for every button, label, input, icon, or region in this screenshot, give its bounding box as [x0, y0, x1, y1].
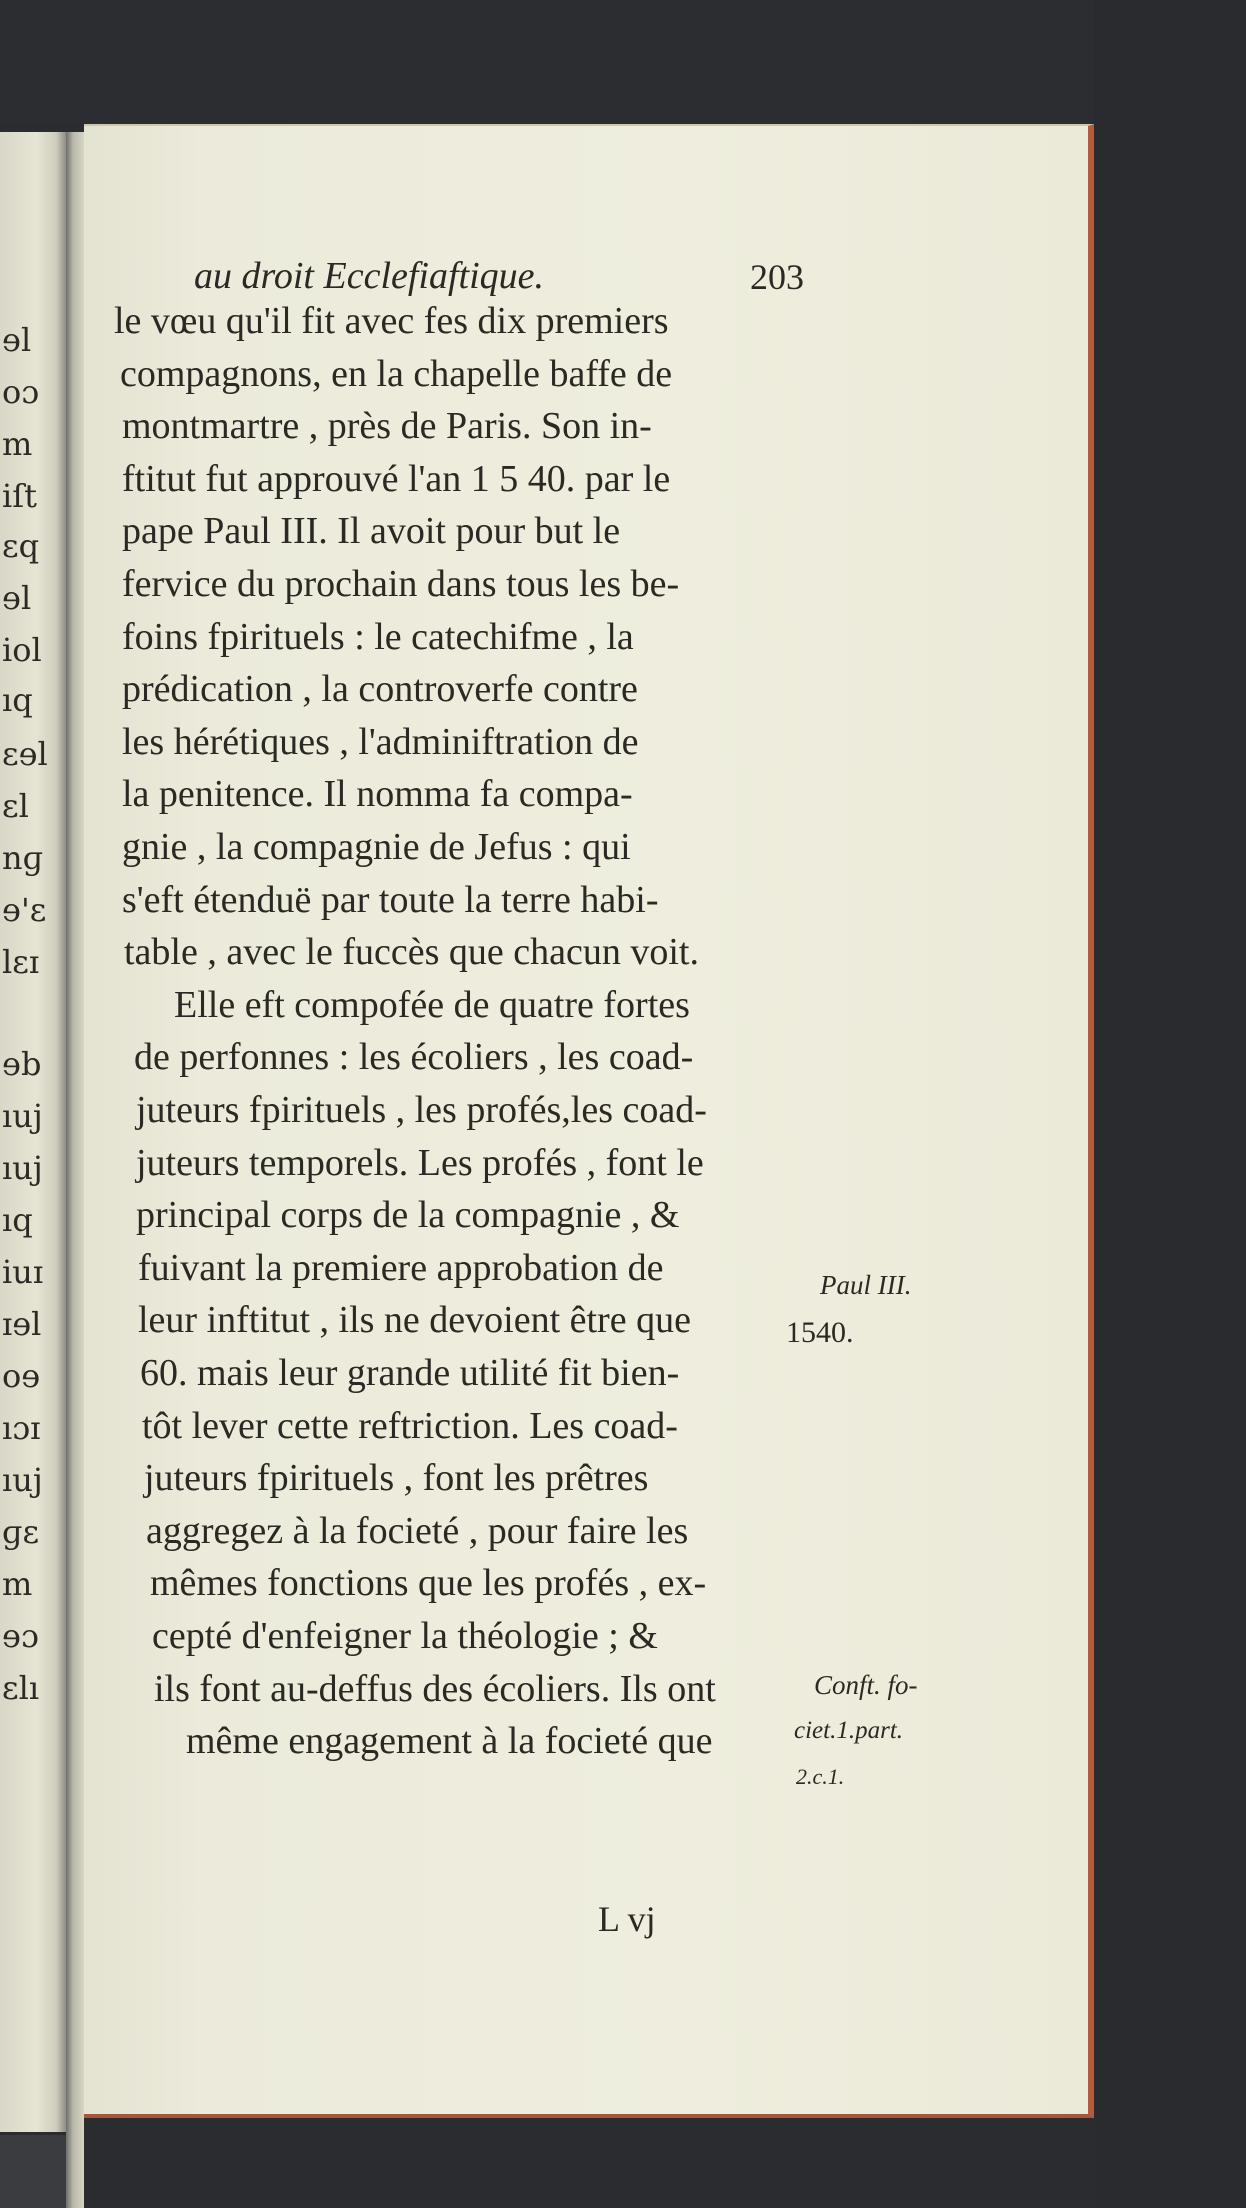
- text-line: cepté d'enfeigner la théologie ; &: [152, 1615, 658, 1657]
- text-line: la penitence. Il nomma fa compa-: [122, 773, 633, 815]
- left-page-fragment: ıuj: [2, 1097, 43, 1135]
- text-line: ftitut fut approuvé l'an 1 5 40. par le: [122, 458, 671, 500]
- text-line: pape Paul III. Il avoit pour but le: [122, 510, 621, 552]
- left-page-fragment: ıɔɪ: [2, 1409, 41, 1447]
- text-line: prédication , la controverfe contre: [122, 668, 638, 710]
- text-line: mêmes fonctions que les profés , ex-: [150, 1562, 707, 1604]
- left-page-fragment: nɡ: [2, 839, 44, 877]
- dark-background-right: [1094, 0, 1246, 2208]
- margin-note-const-line2: ciet.1.part.: [794, 1717, 904, 1744]
- left-page-fragment: oɔ: [2, 373, 40, 411]
- text-line: le vœu qu'il fit avec fes dix premiers: [114, 300, 669, 342]
- text-line: leur inftitut , ils ne devoient être que: [138, 1299, 691, 1341]
- signature-mark: L vj: [598, 1899, 656, 1939]
- text-line: principal corps de la compagnie , &: [136, 1194, 680, 1236]
- left-page-fragment: ɡɛ: [2, 1513, 40, 1551]
- text-line: fuivant la premiere approbation de: [138, 1247, 664, 1289]
- text-line: fervice du prochain dans tous les be-: [122, 563, 680, 605]
- text-line: les hérétiques , l'adminiftration de: [122, 721, 639, 763]
- text-line: gnie , la compagnie de Jefus : qui: [122, 826, 631, 868]
- text-line: aggregez à la focieté , pour faire les: [146, 1510, 689, 1552]
- left-page-fragment: lɛɪ: [2, 943, 40, 981]
- left-page-fragment: ıq: [2, 681, 33, 719]
- left-page-fragment: m: [2, 425, 33, 463]
- text-line: s'eft étenduë par toute la terre habi-: [122, 879, 659, 921]
- dark-background-top: [0, 0, 1246, 124]
- text-line: tôt lever cette reftriction. Les coad-: [142, 1405, 678, 1447]
- text-line: compagnons, en la chapelle baffe de: [120, 353, 673, 395]
- left-page-fragment: oɘ: [2, 1357, 41, 1395]
- left-page-fragment: ıuj: [2, 1461, 43, 1499]
- text-line: Elle eft compofée de quatre fortes: [174, 984, 690, 1026]
- running-title: au droit Ecclefiaftique.: [194, 255, 545, 297]
- left-page-fragment: iſt: [2, 477, 37, 515]
- running-head: [194, 254, 844, 304]
- text-line: table , avec le fuccès que chacun voit.: [124, 931, 699, 973]
- text-line: juteurs fpirituels , font les prêtres: [144, 1457, 649, 1499]
- margin-note-year: 1540.: [786, 1316, 854, 1349]
- left-page-fragment: ɘl: [2, 579, 32, 617]
- page-number: 203: [750, 257, 804, 297]
- left-page-fragment: ɛɘl: [2, 735, 48, 773]
- text-line: de perfonnes : les écoliers , les coad-: [134, 1036, 694, 1078]
- left-page-fragment: ɛl: [2, 787, 29, 825]
- left-page-fragment: iuɪ: [2, 1253, 44, 1291]
- text-line: juteurs temporels. Les profés , font le: [136, 1142, 704, 1184]
- text-line: 60. mais leur grande utilité fit bien-: [140, 1352, 680, 1394]
- left-page-edge: [0, 2135, 66, 2208]
- book-gutter: [66, 132, 84, 2208]
- left-page-fragment: m: [2, 1565, 33, 1603]
- left-page-fragment: ɛlı: [2, 1669, 40, 1707]
- text-line: juteurs fpirituels , les profés,les coad-: [136, 1089, 707, 1131]
- left-page-fragment: ɘɔ: [2, 1617, 39, 1655]
- margin-note-const-line1: Conft. fo-: [814, 1670, 918, 1700]
- left-page-fragment: ɘb: [2, 1045, 42, 1083]
- text-line: foins fpirituels : le catechifme , la: [122, 616, 634, 658]
- left-page-fragment: iol: [2, 631, 42, 669]
- text-line: ils font au-deffus des écoliers. Ils ont: [154, 1668, 716, 1710]
- left-page-fragment: ıuj: [2, 1149, 43, 1187]
- text-line: même engagement à la focieté que: [186, 1720, 713, 1762]
- left-page-fragment: ɛq: [2, 527, 40, 565]
- margin-note-const-line3: 2.c.1.: [796, 1764, 845, 1789]
- book-page: [84, 124, 1094, 2118]
- left-page-fragment: ıq: [2, 1201, 33, 1239]
- left-page-fragment: ɘ'ɛ: [2, 891, 47, 929]
- left-page-fragment: ɪɘl: [2, 1305, 42, 1343]
- text-line: montmartre , près de Paris. Son in-: [122, 405, 652, 447]
- left-page-fragment: ɘl: [2, 321, 32, 359]
- margin-note-paul-iii: Paul III.: [820, 1270, 912, 1300]
